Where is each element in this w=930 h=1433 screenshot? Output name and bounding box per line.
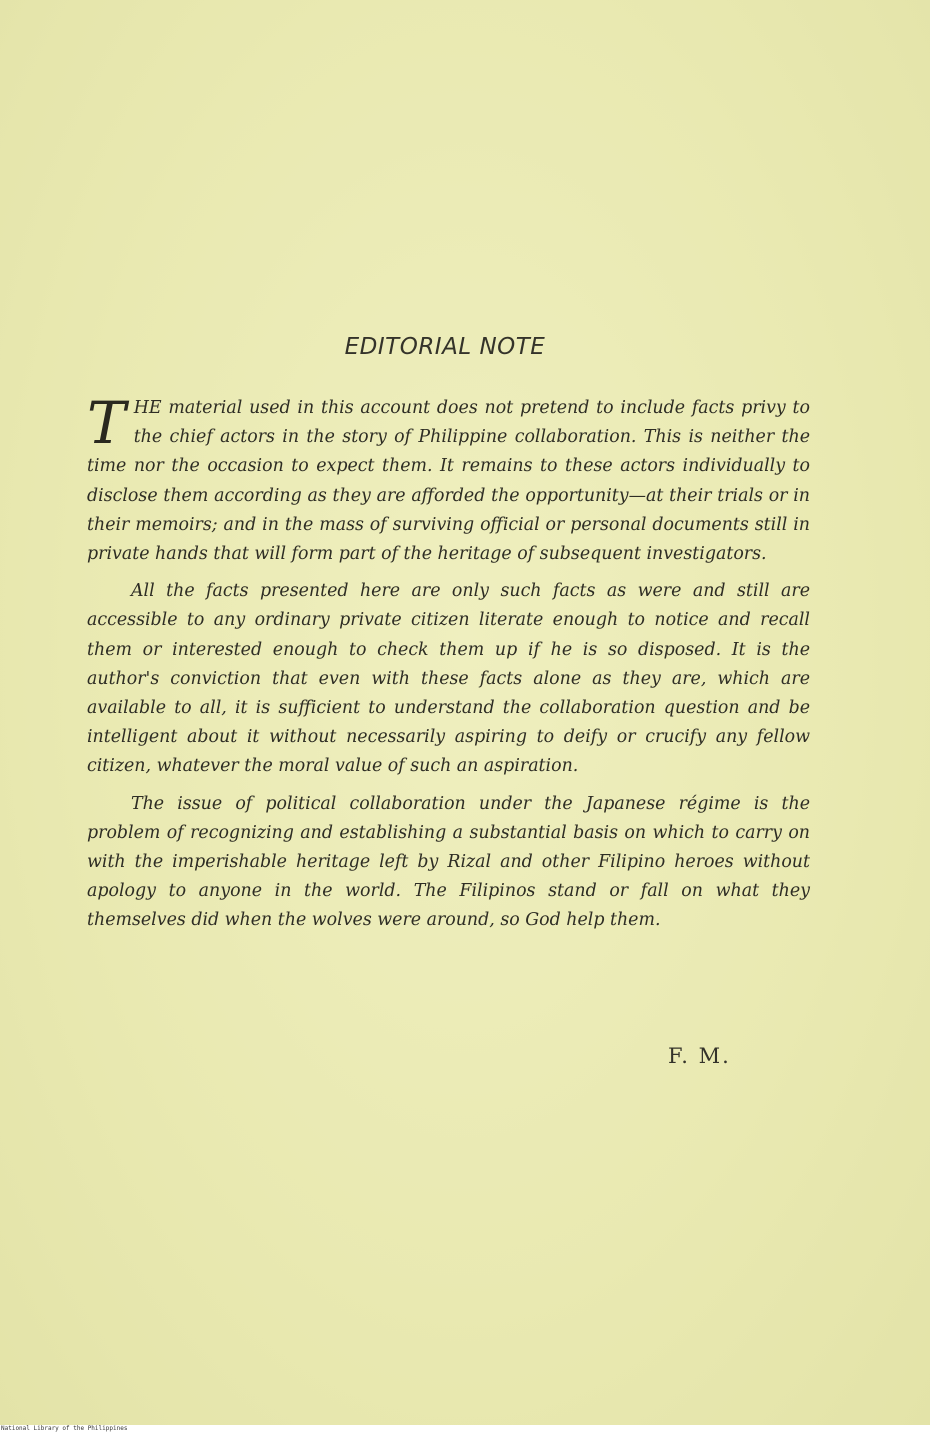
paragraph-1-text: HE material used in this account does not pretend to include facts privy to the chief actors in the story of Philippine collaboration. This is neither the time nor the occasion to expect them. It remains to these actors individually to disclose them according as they are afforded the opportunity—at their trials or in their memoirs; and in the mass of surviving official or personal documents still in private hands that will form part of the heritage of subsequent investigators. xyxy=(87,398,810,565)
drop-cap: T xyxy=(87,389,126,457)
paragraph-1 xyxy=(87,389,810,569)
paragraph-2: All the facts presented here are only such facts as were and still are accessible to any ordinary private citizen literate enough to notice and recall them or interested enough to check them up if he is so disposed. It is the author's conviction that even with these facts alone as they are, which are available to all, it is sufficient to understand the collaboration question and be intelligent about it without necessarily aspiring to deify or crucify any fellow citizen, whatever the moral value of such an aspiration. xyxy=(87,581,810,777)
paragraph-3: The issue of political collaboration under the Japanese régime is the problem of recognizing and establishing a substantial basis on which to carry on with the imperishable heritage left by Rizal and other Filipino heroes without apology to anyone in the world. The Filipinos stand or fall on what they themselves did when the wolves were around, so God help them. xyxy=(87,793,810,931)
signature-initials: F. M. xyxy=(668,1044,731,1068)
page-title: EDITORIAL NOTE xyxy=(344,334,546,360)
footer-bar xyxy=(0,1425,930,1433)
note-body xyxy=(87,389,810,944)
library-credit: National Library of the Philippines xyxy=(1,1425,128,1432)
